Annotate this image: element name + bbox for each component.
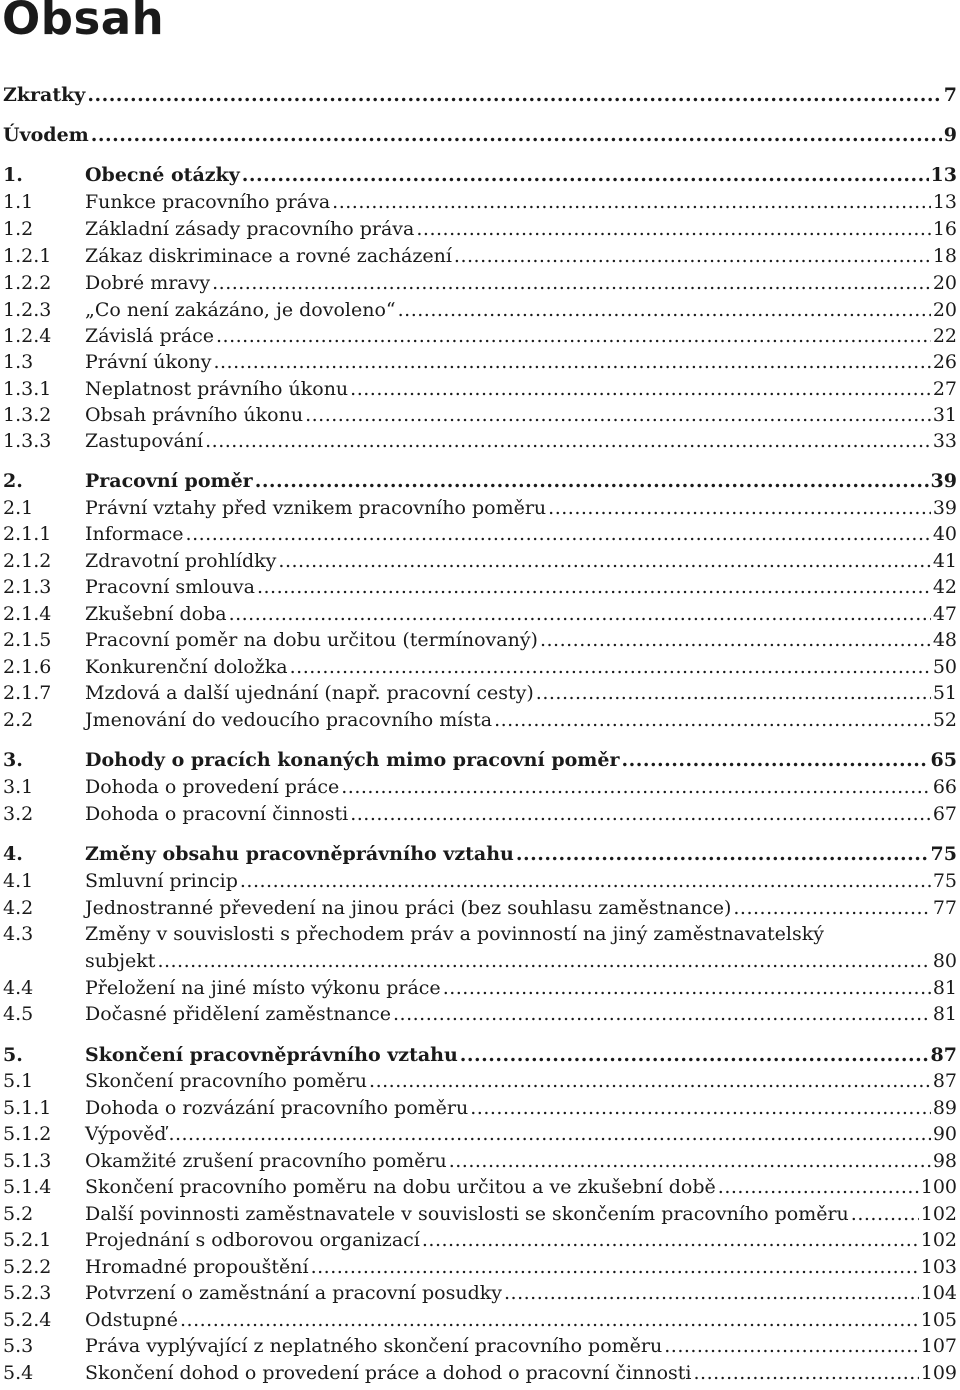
dot-leader [180,1307,919,1333]
toc-entry-number: 2.1.7 [3,682,52,704]
toc-entry-page: 51 [932,682,957,704]
toc-entry-title: Úvodem [3,124,89,146]
toc-entry[interactable] [3,654,957,680]
toc-entry-number: 1.3.2 [3,404,52,426]
toc-entry-page: 75 [932,870,957,892]
toc-entry-page: 102 [920,1203,957,1225]
toc-entry-page: 100 [920,1176,957,1198]
toc-entry-page: 77 [932,897,957,919]
toc-entry-number: 2.1.4 [3,603,52,625]
toc-entry-number: 1.2.1 [3,245,52,267]
dot-leader [257,574,931,600]
toc-entry-page: 87 [932,1070,957,1092]
toc-entry[interactable] [3,349,957,375]
toc-entry-page: 42 [932,576,957,598]
toc-entry[interactable] [3,428,957,454]
dot-leader [416,216,930,242]
toc-entry-number: 2.1.3 [3,576,52,598]
toc-entry-title: Dohoda o rozvázání pracovního poměru [85,1097,469,1119]
dot-leader [87,82,941,108]
toc-entry-number: 1.2 [3,218,34,240]
toc-entry-number: 4.1 [3,870,34,892]
toc-entry-page: 13 [930,164,957,186]
toc-entry-title: Neplatnost právního úkonu [85,378,349,400]
toc-entry-number: 1.3 [3,351,34,373]
toc-entry-page: 52 [932,709,957,731]
toc-entry[interactable] [3,680,957,706]
toc-entry[interactable] [3,495,957,521]
toc-entry[interactable] [3,243,957,269]
dot-leader [350,801,931,827]
toc-entry[interactable] [3,1068,957,1094]
toc-entry[interactable] [3,841,957,867]
dot-leader [422,1227,919,1253]
dot-leader [332,189,931,215]
toc-entry-number: 2.2 [3,709,34,731]
toc-entry-title: Další povinnosti zaměstnavatele v souvislosti se skončením pracovního poměru [85,1203,849,1225]
toc-entry-page: 16 [932,218,957,240]
toc-entry[interactable] [3,975,957,1001]
dot-leader [242,162,929,188]
toc-entry-page: 39 [930,470,957,492]
dot-leader [213,349,930,375]
toc-entry-title: Dohoda o provedení práce [85,776,340,798]
dot-leader [454,243,931,269]
toc-entry[interactable] [3,601,957,627]
toc-entry-page: 80 [932,950,957,972]
toc-entry-number: 1.2.4 [3,325,52,347]
toc-entry-page: 65 [930,749,957,771]
toc-entry-title: Jmenování do vedoucího pracovního místa [85,709,493,731]
toc-entry-page: 90 [932,1123,957,1145]
toc-entry-title: Právní úkony [85,351,212,373]
toc-entry[interactable] [3,216,957,242]
toc-entry-title: Přeložení na jiné místo výkonu práce [85,977,441,999]
toc-entry-number: 4.2 [3,897,34,919]
page-title: Obsah [2,0,165,45]
toc-entry[interactable] [3,1042,957,1068]
toc-entry[interactable] [3,627,957,653]
toc-entry-page: 18 [932,245,957,267]
dot-leader [664,1333,919,1359]
toc-entry-page: 47 [932,603,957,625]
dot-leader [443,975,931,1001]
toc-entry-number: 5.2.4 [3,1309,52,1331]
toc-entry-number: 5.4 [3,1362,34,1384]
toc-entry-title: Funkce pracovního práva [85,191,331,213]
toc-entry-title: Změny v souvislosti s přechodem práv a povinností na jiný zaměstnavatelský [85,923,824,945]
toc-entry[interactable] [3,297,957,323]
dot-leader [460,1042,929,1068]
toc-entry-title: Skončení pracovního poměru na dobu určitou a ve zkušební době [85,1176,716,1198]
toc-entry-title: Dohoda o pracovní činnosti [85,803,349,825]
toc-entry-number: 2.1.1 [3,523,52,545]
toc-entry-title: Smluvní princip [85,870,238,892]
dot-leader [718,1174,919,1200]
toc-entry-title: Zdravotní prohlídky [85,550,277,572]
toc-entry-number: 2.1.5 [3,629,52,651]
toc-entry-page: 13 [932,191,957,213]
toc-entry-number: 5.2 [3,1203,34,1225]
dot-leader [536,680,931,706]
toc-entry-number: 5.2.1 [3,1229,52,1251]
dot-leader [91,122,942,148]
toc-entry-title: Mzdová a další ujednání (např. pracovní cesty) [85,682,534,704]
toc-entry-number: 4.3 [3,923,34,945]
toc-entry-number: 2.1.6 [3,656,52,678]
toc-entry[interactable] [3,774,957,800]
toc-entry-page: 48 [932,629,957,651]
toc-entry-title: Zastupování [85,430,204,452]
dot-leader [449,1148,931,1174]
toc-entry-title: Okamžité zrušení pracovního poměru [85,1150,447,1172]
toc-entry[interactable] [3,162,957,188]
toc-entry-page: 104 [920,1282,957,1304]
toc-entry-page: 103 [920,1256,957,1278]
toc-entry[interactable] [3,574,957,600]
toc-entry-title: Dohody o pracích konaných mimo pracovní poměr [85,749,620,771]
dot-leader [851,1201,919,1227]
dot-leader [350,376,931,402]
toc-entry-page: 31 [932,404,957,426]
toc-entry-number: 5.1 [3,1070,34,1092]
toc-entry-number: 1.3.3 [3,430,52,452]
toc-entry-title-continued: subjekt [85,950,156,972]
toc-entry-title: Pracovní poměr [85,470,253,492]
toc-entry[interactable] [3,1121,957,1147]
toc-entry-page: 81 [932,1003,957,1025]
toc-entry-number: 1. [3,164,23,186]
toc-entry-number: 1.2.3 [3,299,52,321]
toc-entry-page: 105 [920,1309,957,1331]
dot-leader [398,297,931,323]
dot-leader [548,495,931,521]
toc-entry-number: 3.2 [3,803,34,825]
toc-entry[interactable] [3,323,957,349]
toc-entry-page: 33 [932,430,957,452]
toc-entry[interactable] [3,895,957,921]
toc-entry-page: 109 [920,1362,957,1384]
toc-entry[interactable] [3,1280,957,1306]
toc-entry-number: 1.3.1 [3,378,52,400]
toc-entry-number: 5.1.3 [3,1150,52,1172]
toc-entry-title: Hromadné propouštění [85,1256,309,1278]
toc-entry-number: 5.2.2 [3,1256,52,1278]
toc-entry-title: Obsah právního úkonu [85,404,304,426]
toc-entry[interactable] [3,1201,957,1227]
toc-entry-number: 5.3 [3,1335,34,1357]
dot-leader [540,627,931,653]
toc-entry[interactable] [3,270,957,296]
toc-entry-title: Skončení pracovního poměru [85,1070,368,1092]
toc-entry-title: Výpověď [85,1123,167,1145]
toc-entry-page: 50 [932,656,957,678]
toc-entry-number: 5. [3,1044,23,1066]
toc-entry-title: Potvrzení o zaměstnání a pracovní posudky [85,1282,502,1304]
toc-entry-title: Skončení pracovněprávního vztahu [85,1044,458,1066]
toc-entry-page: 89 [932,1097,957,1119]
dot-leader [311,1254,919,1280]
toc-entry-title: „Co není zakázáno, je dovoleno“ [85,299,396,321]
toc-entry[interactable] [3,1174,957,1200]
toc-entry-page: 27 [932,378,957,400]
toc-entry[interactable] [3,1254,957,1280]
dot-leader [516,841,929,867]
toc-entry-page: 22 [932,325,957,347]
toc-entry[interactable] [3,1333,957,1359]
toc-entry-number: 5.2.3 [3,1282,52,1304]
toc-entry[interactable] [3,468,957,494]
dot-leader [240,868,931,894]
dot-leader [494,707,931,733]
toc-entry[interactable] [3,1307,957,1333]
dot-leader [470,1095,931,1121]
toc-entry-number: 4.4 [3,977,34,999]
toc-entry-title: Skončení dohod o provedení práce a dohod o pracovní činnosti [85,1362,692,1384]
dot-leader [305,402,931,428]
toc-entry[interactable] [3,1095,957,1121]
toc-entry-page: 7 [943,84,957,106]
toc-entry[interactable] [3,402,957,428]
dot-leader [733,895,930,921]
toc-entry-page: 20 [932,272,957,294]
toc-entry-title: Právní vztahy před vznikem pracovního poměru [85,497,547,519]
toc-entry-number: 4.5 [3,1003,34,1025]
toc-entry-title: Pracovní smlouva [85,576,255,598]
dot-leader [168,1121,930,1147]
toc-entry-number: 3. [3,749,23,771]
toc-entry-page: 81 [932,977,957,999]
toc-entry-title: Zkratky [3,84,86,106]
toc-entry[interactable] [3,1001,957,1027]
toc-entry-title: Závislá práce [85,325,214,347]
dot-leader [504,1280,919,1306]
dot-leader [369,1068,931,1094]
toc-entry-title: Projednání s odborovou organizací [85,1229,420,1251]
dot-leader [393,1001,931,1027]
toc-entry[interactable] [3,707,957,733]
toc-entry[interactable] [3,801,957,827]
toc-entry[interactable] [3,747,957,773]
toc-entry[interactable] [3,521,957,547]
toc-entry-page: 20 [932,299,957,321]
toc-entry-title: Pracovní poměr na dobu určitou (termínovaný) [85,629,538,651]
toc-entry[interactable] [3,376,957,402]
toc-entry-title: Konkurenční doložka [85,656,288,678]
toc-entry-number: 5.1.4 [3,1176,52,1198]
toc-entry-page: 67 [932,803,957,825]
dot-leader [186,521,931,547]
dot-leader [341,774,931,800]
toc-entry-title: Základní zásady pracovního práva [85,218,415,240]
toc-entry-number: 3.1 [3,776,34,798]
toc-entry[interactable] [3,82,957,108]
toc-entry-page: 107 [920,1335,957,1357]
toc-entry-title: Dobré mravy [85,272,211,294]
dot-leader [205,428,931,454]
toc-entry-number: 2. [3,470,23,492]
toc-entry[interactable] [3,921,957,947]
toc-entry[interactable] [3,868,957,894]
dot-leader [157,948,930,974]
toc-entry-page: 41 [932,550,957,572]
toc-entry-number: 1.1 [3,191,34,213]
toc-entry-title: Práva vyplývající z neplatného skončení pracovního poměru [85,1335,663,1357]
toc-entry[interactable] [3,1360,957,1386]
dot-leader [621,747,928,773]
toc-entry-number: 4. [3,843,23,865]
toc-entry-number: 2.1 [3,497,34,519]
toc-entry-title: Jednostranné převedení na jinou práci (bez souhlasu zaměstnance) [85,897,732,919]
toc-entry-title: Informace [85,523,184,545]
toc-entry[interactable] [3,1227,957,1253]
toc-entry-title: Obecné otázky [85,164,240,186]
toc-entry-title: Změny obsahu pracovněprávního vztahu [85,843,514,865]
toc-entry-page: 66 [932,776,957,798]
toc-entry-number: 5.1.2 [3,1123,52,1145]
toc-entry-number: 5.1.1 [3,1097,52,1119]
dot-leader [212,270,931,296]
toc-entry-page: 75 [930,843,957,865]
toc-entry[interactable] [3,548,957,574]
toc-entry-title: Zkušební doba [85,603,227,625]
toc-entry-continuation [3,948,957,974]
toc-entry-title: Dočasné přidělení zaměstnance [85,1003,391,1025]
dot-leader [229,601,931,627]
dot-leader [290,654,931,680]
toc-entry-page: 39 [932,497,957,519]
toc-entry-page: 9 [943,124,957,146]
toc-entry-number: 1.2.2 [3,272,52,294]
toc-entry-page: 26 [932,351,957,373]
toc-entry-title: Odstupné [85,1309,179,1331]
dot-leader [693,1360,918,1386]
toc-entry[interactable] [3,1148,957,1174]
toc-entry-number: 2.1.2 [3,550,52,572]
toc-entry[interactable] [3,189,957,215]
toc-entry-page: 102 [920,1229,957,1251]
toc-entry-page: 40 [932,523,957,545]
toc-entry-title: Zákaz diskriminace a rovné zacházení [85,245,452,267]
dot-leader [255,468,929,494]
toc-entry-page: 98 [932,1150,957,1172]
dot-leader [216,323,931,349]
dot-leader [278,548,930,574]
toc-entry-page: 87 [930,1044,957,1066]
toc-entry[interactable] [3,122,957,148]
